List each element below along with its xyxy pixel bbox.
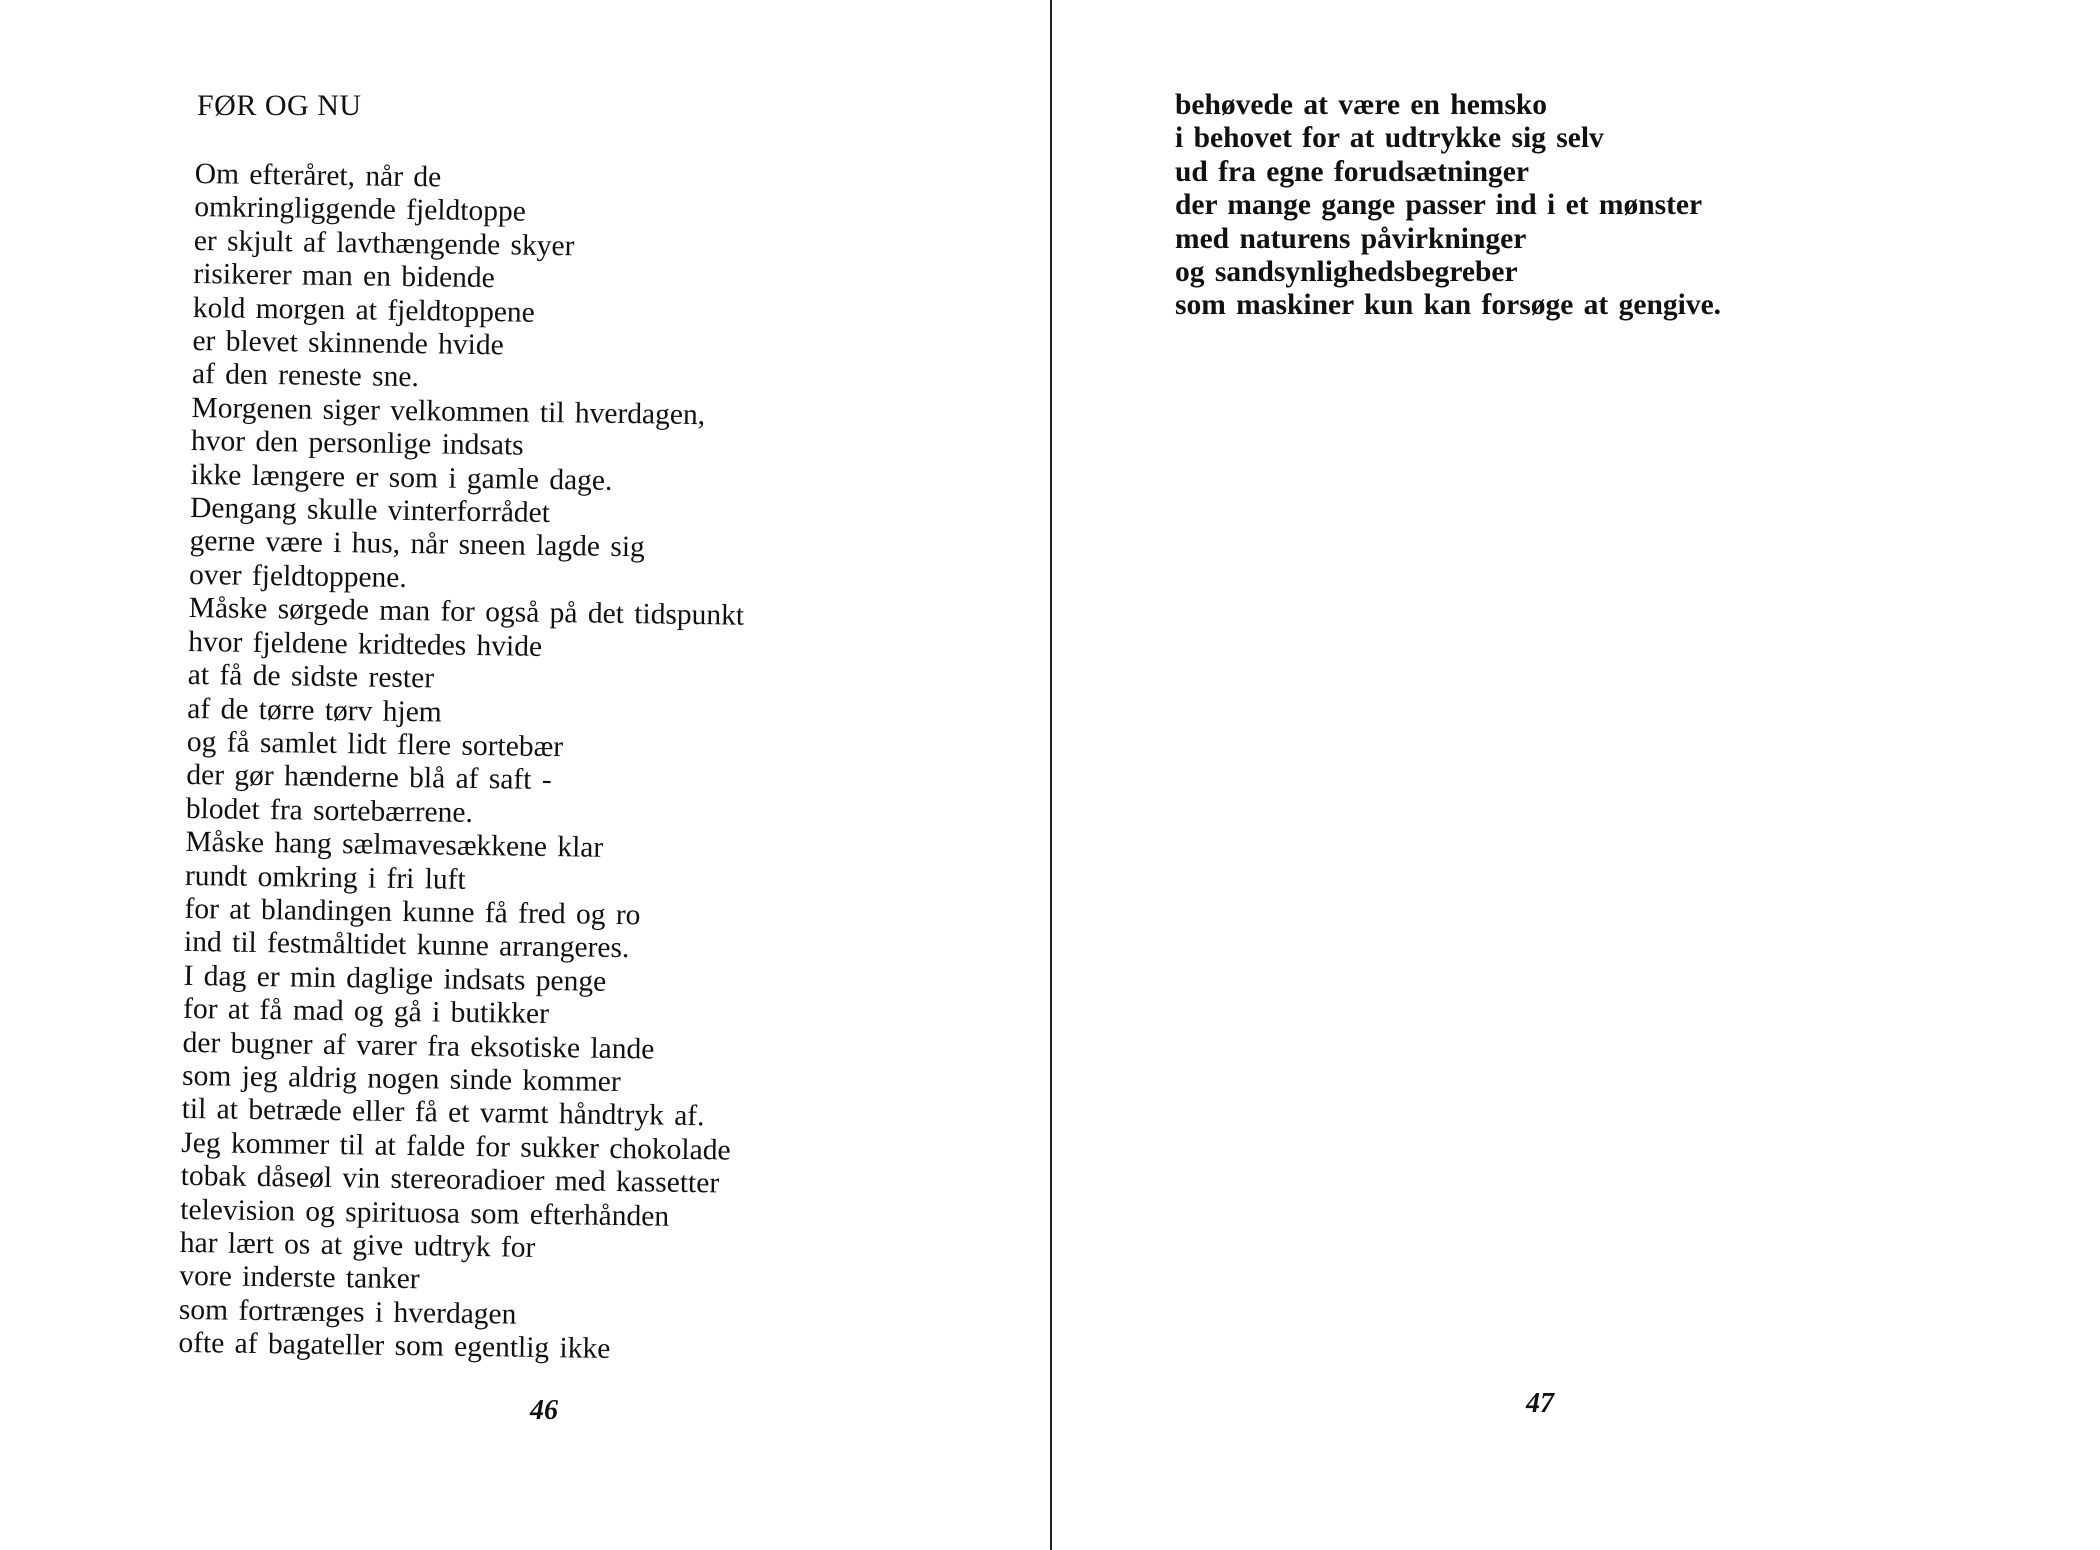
poem-line: Om efteråret, når de <box>194 158 442 194</box>
page-number-left: 46 <box>530 1395 558 1426</box>
poem-line: i behovet for at udtrykke sig selv <box>1175 122 1604 155</box>
poem-line: har lært os at give udtryk for <box>179 1226 536 1264</box>
poem-line: television og spirituosa som efterhånden <box>180 1193 670 1233</box>
poem-line: af de tørre tørv hjem <box>187 692 442 728</box>
poem-line: Jeg kommer til at falde for sukker chokolade <box>181 1126 731 1167</box>
poem-line: med naturens påvirkninger <box>1175 222 1527 255</box>
poem-line: der gør hænderne blå af saft - <box>186 759 552 797</box>
poem-line: Morgenen siger velkommen til hverdagen, <box>191 391 706 431</box>
poem-line: der mange gange passer ind i et mønster <box>1175 189 1703 222</box>
poem-line: for at få mad og gå i butikker <box>182 993 550 1031</box>
poem-line: omkringliggende fjeldtoppe <box>194 191 527 229</box>
poem-line: hvor den personlige indsats <box>190 425 524 462</box>
poem-line: er skjult af lavthængende skyer <box>193 224 575 263</box>
poem-line: og få samlet lidt flere sortebær <box>186 725 564 764</box>
poem-line: risikerer man en bidende <box>193 258 495 295</box>
poem-line: blodet fra sortebærrene. <box>185 792 474 829</box>
poem-line: behøvede at være en hemsko <box>1175 89 1547 121</box>
page-gutter-divider <box>1050 0 1052 1550</box>
poem-line: Måske hang sælmavesækkene klar <box>185 826 604 864</box>
poem-line: som fortrænges i hverdagen <box>178 1293 517 1331</box>
poem-text-right <box>1175 89 1721 323</box>
poem-line: som maskiner kun kan forsøge at gengive. <box>1175 289 1722 322</box>
poem-line: ind til festmåltidet kunne arrangeres. <box>183 926 630 965</box>
poem-line: Dengang skulle vinterforrådet <box>189 492 551 530</box>
poem-line: som jeg aldrig nogen sinde kommer <box>181 1059 621 1099</box>
poem-line: vore inderste tanker <box>179 1260 420 1296</box>
poem-line: at få de sidste rester <box>187 659 435 695</box>
poem-line: for at blandingen kunne få fred og ro <box>184 892 641 932</box>
poem-line: kold morgen at fjeldtoppene <box>192 291 535 329</box>
poem-line: hvor fjeldene kridtedes hvide <box>188 625 543 663</box>
poem-line: gerne være i hus, når sneen lagde sig <box>189 525 646 564</box>
poem-line: Måske sørgede man for også på det tidspunkt <box>188 592 745 632</box>
page-number-right: 47 <box>1526 1388 1554 1419</box>
poem-line: til at betræde eller få et varmt håndtryk af. <box>181 1093 705 1133</box>
poem-line: I dag er min daglige indsats penge <box>183 959 607 998</box>
poem-title: FØR OG NU <box>197 89 362 122</box>
poem-line: ud fra egne forudsætninger <box>1175 155 1529 188</box>
poem-line: over fjeldtoppene. <box>188 558 408 594</box>
poem-line: tobak dåseøl vin stereoradioer med kassetter <box>180 1160 720 1200</box>
poem-line: der bugner af varer fra eksotiske lande <box>182 1026 655 1066</box>
poem-line: ikke længere er som i gamle dage. <box>190 458 613 497</box>
poem-text-left <box>178 158 750 1368</box>
poem-line: rundt omkring i fri luft <box>184 859 466 896</box>
poem-line: af den reneste sne. <box>191 358 420 394</box>
poem-line: er blevet skinnende hvide <box>192 325 504 362</box>
poem-line: og sandsynlighedsbegreber <box>1175 256 1518 289</box>
right-page <box>1053 0 2100 1550</box>
poem-line: ofte af bagateller som egentlig ikke <box>178 1327 611 1366</box>
